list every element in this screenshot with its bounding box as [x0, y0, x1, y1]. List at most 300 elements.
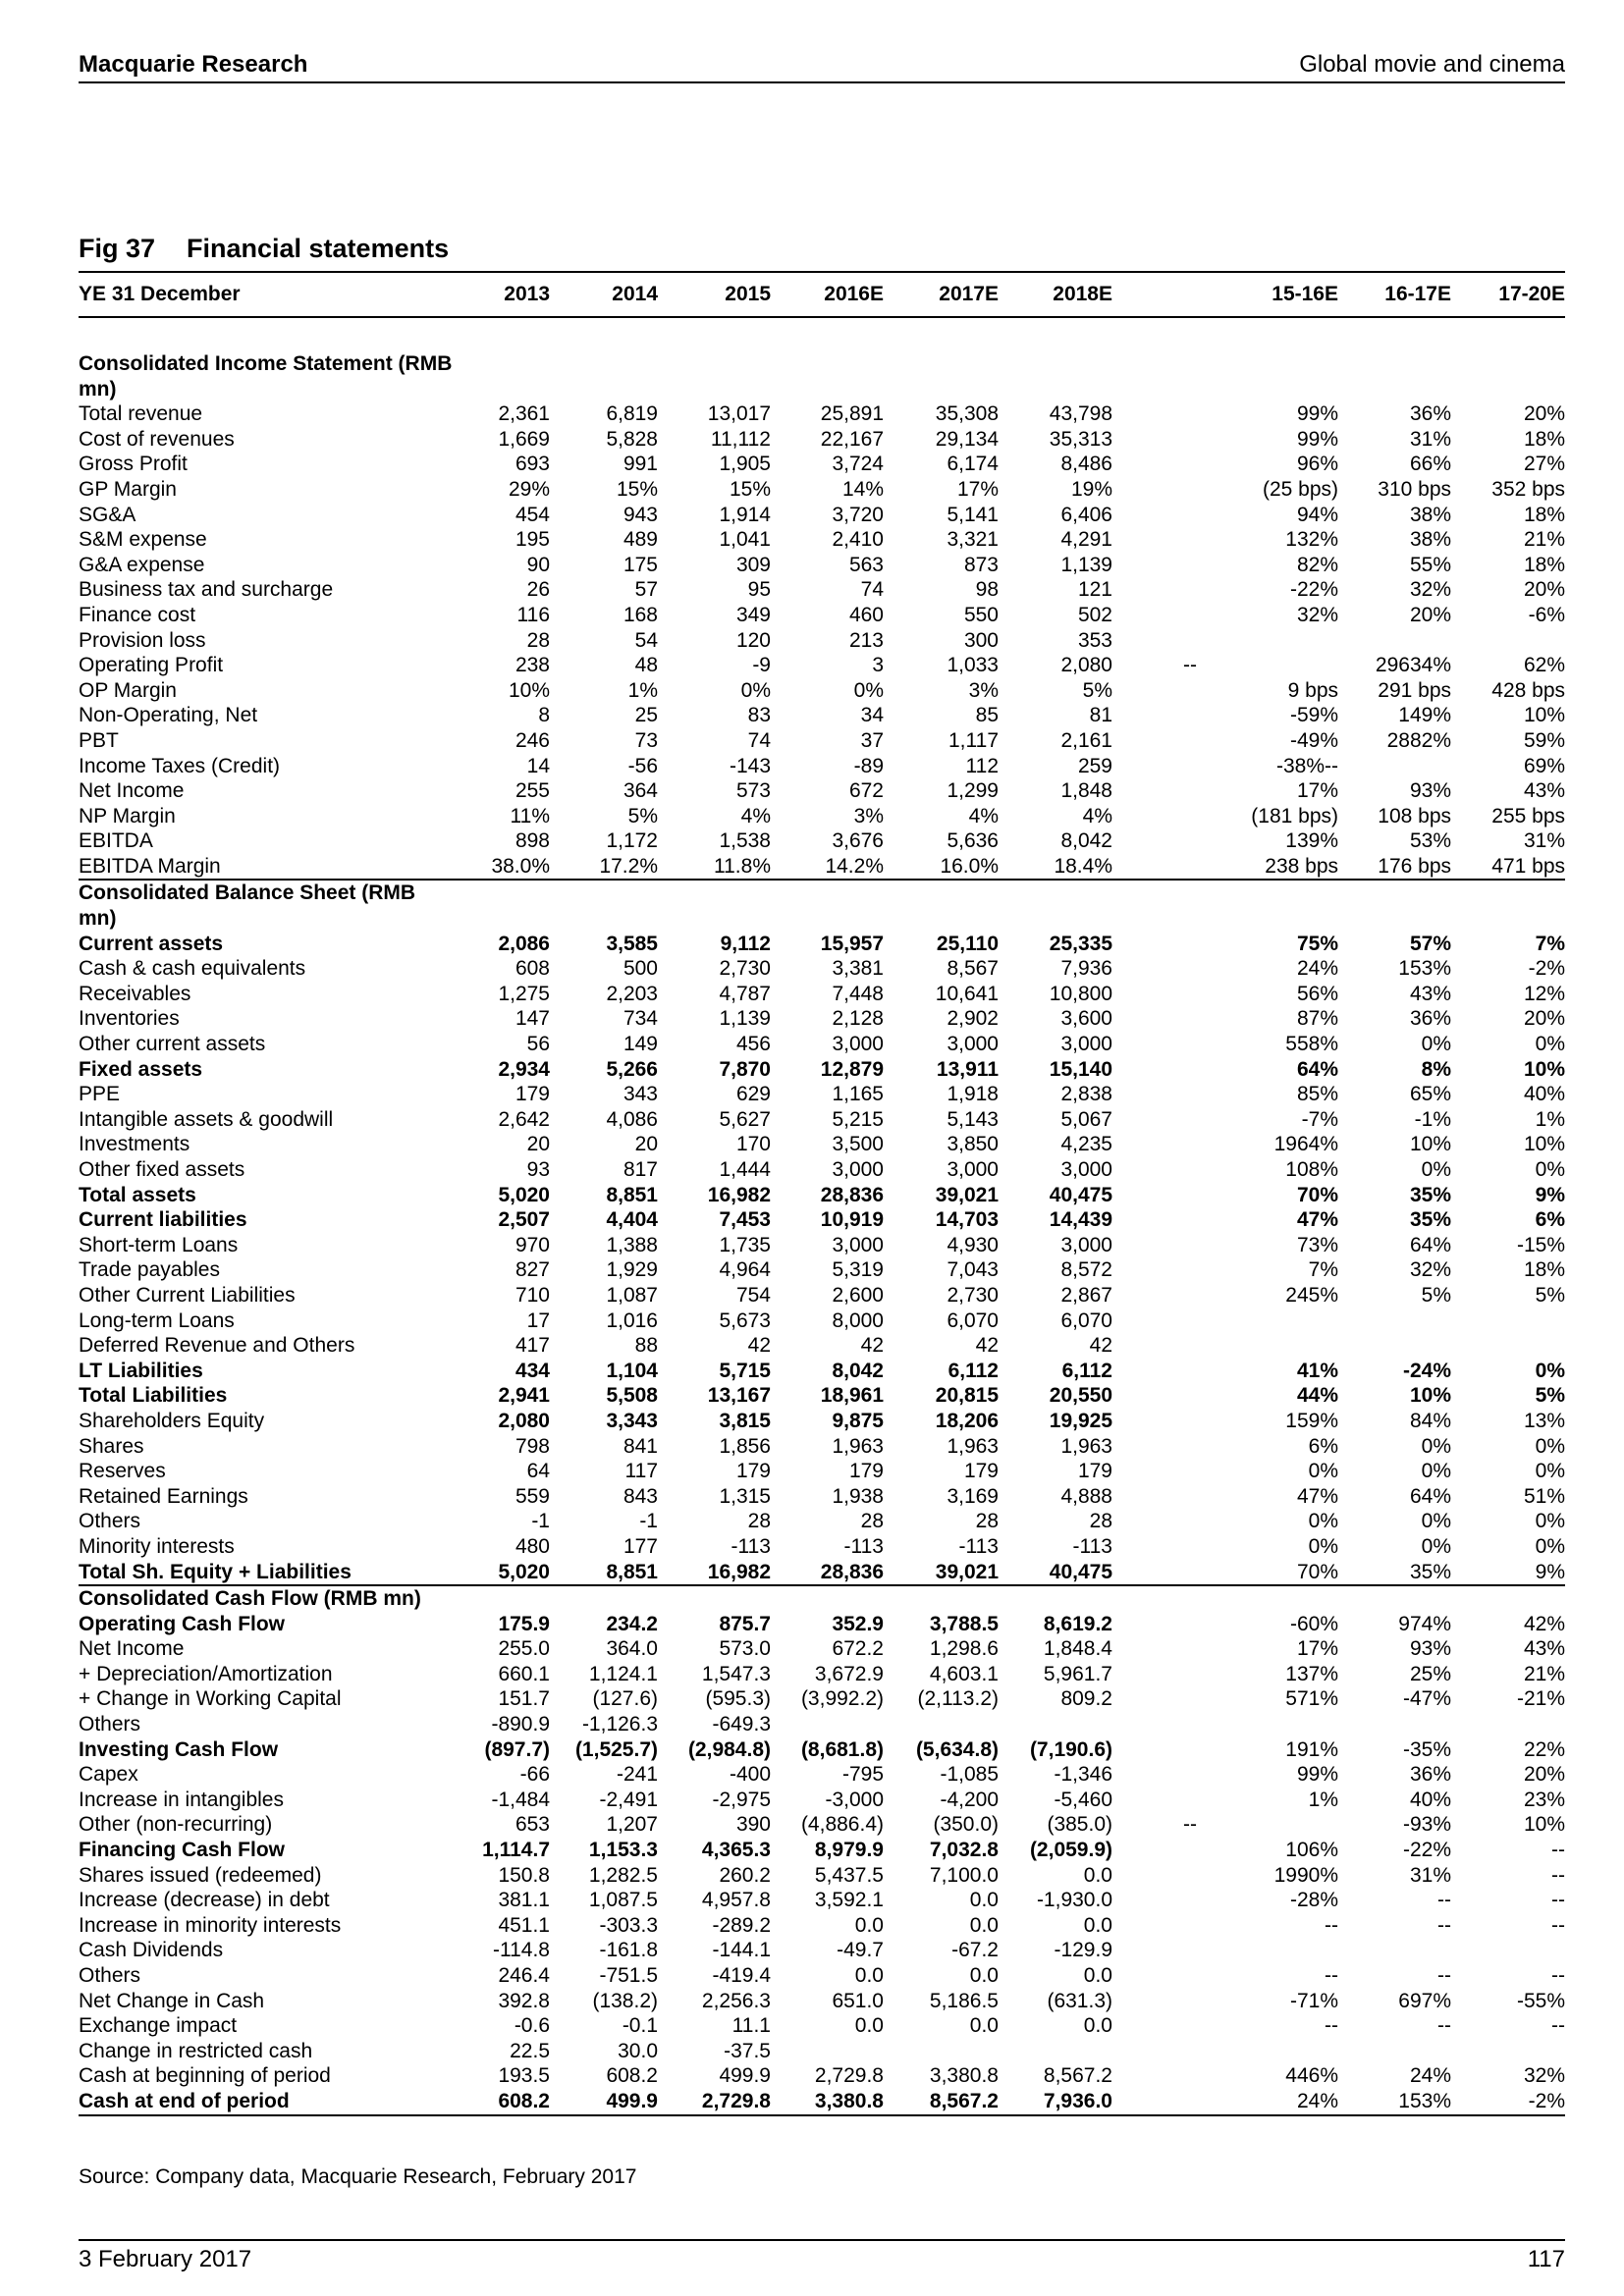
table-row — [79, 828, 1565, 854]
growth-cell: -60% — [1289, 1612, 1338, 1635]
value-cell — [999, 2039, 1112, 2064]
table-row — [79, 1812, 1565, 1838]
row-label: Income Taxes (Credit) — [79, 754, 281, 777]
table-row — [79, 1863, 1565, 1889]
growth-cell: -- — [1551, 1863, 1565, 1887]
value-cell: 499.9 — [719, 2064, 771, 2088]
row-label: Total assets — [79, 1183, 196, 1206]
figure-caption: Financial statements — [187, 234, 450, 263]
value-cell: 1,153.3 — [588, 1839, 658, 1862]
table-row — [79, 1032, 1565, 1057]
growth-cell: 64% — [1409, 1484, 1451, 1508]
value-cell: 42 — [975, 1334, 999, 1358]
value-cell — [884, 1712, 999, 1737]
value-cell: 5,828 — [606, 427, 658, 451]
value-cell: 1,963 — [1060, 1434, 1112, 1458]
value-cell: 8,572 — [1060, 1258, 1112, 1282]
value-cell: 1,848.4 — [1043, 1637, 1112, 1661]
growth-cell: 29634% — [1375, 654, 1451, 677]
growth-cell: -- — [1437, 1889, 1451, 1912]
row-label: Capex — [79, 1763, 138, 1787]
value-cell: 1,041 — [719, 528, 771, 552]
growth-cell: 0% — [1535, 1434, 1565, 1458]
growth-cell: 93% — [1409, 779, 1451, 803]
value-cell: 15,140 — [1049, 1057, 1112, 1081]
value-cell: 8,851 — [550, 1560, 658, 1586]
growth-cell: -- — [1551, 2014, 1565, 2038]
growth-cell: 32% — [1409, 1258, 1451, 1282]
value-cell: 11% — [510, 804, 550, 828]
value-cell: 4% — [1082, 804, 1112, 828]
table-row — [79, 1712, 1565, 1737]
value-cell: 1,275 — [498, 982, 550, 1005]
growth-cell: -- — [1551, 1913, 1565, 1937]
value-cell: 28 — [526, 628, 550, 652]
growth-cell: 10% — [1523, 1133, 1565, 1156]
value-cell: 9,875 — [832, 1409, 884, 1432]
value-cell: 5,186.5 — [929, 1989, 999, 2012]
value-cell: 25,110 — [936, 932, 999, 955]
row-label: NP Margin — [79, 804, 176, 828]
row-label: Increase in intangibles — [79, 1788, 284, 1811]
value-cell: 4,964 — [719, 1258, 771, 1282]
growth-cell: 43% — [1523, 1637, 1565, 1661]
value-cell: 500 — [623, 957, 658, 981]
row-label: Others — [79, 1713, 141, 1736]
value-cell: 4,365.3 — [701, 1839, 771, 1862]
growth-cell — [1451, 1308, 1565, 1334]
value-cell: 2,902 — [947, 1007, 999, 1031]
column-header: 16-17E — [1338, 272, 1451, 317]
value-cell: 11.1 — [731, 2014, 771, 2038]
value-cell: 6,112 — [947, 1359, 999, 1382]
row-label: Long-term Loans — [79, 1308, 235, 1332]
growth-cell: 21% — [1523, 528, 1565, 552]
table-row — [79, 1888, 1565, 1913]
value-cell: -67.2 — [951, 1939, 999, 1962]
value-cell: 2,203 — [606, 982, 658, 1005]
row-label: EBITDA — [79, 829, 153, 853]
growth-cell: 41% — [1296, 1359, 1338, 1382]
table-row — [79, 1913, 1565, 1939]
value-cell: 1,299 — [947, 779, 999, 803]
value-cell: 8,567.2 — [1043, 2064, 1112, 2088]
value-cell: 2,361 — [498, 402, 550, 426]
row-label: Total revenue — [79, 402, 203, 426]
value-cell: 40,475 — [999, 1560, 1112, 1586]
value-cell: 5,020 — [498, 1183, 550, 1206]
growth-cell: 64% — [1296, 1057, 1338, 1081]
growth-cell: 99% — [1296, 402, 1338, 426]
value-cell: 4,603.1 — [929, 1662, 999, 1685]
value-cell: 8,042 — [1060, 829, 1112, 853]
value-cell: 17 — [526, 1308, 550, 1332]
growth-cell: 17% — [1296, 779, 1338, 803]
value-cell: 9,112 — [720, 932, 771, 955]
growth-cell: -49% — [1289, 728, 1338, 752]
growth-cell: 571% — [1285, 1687, 1338, 1711]
table-row — [79, 2089, 1565, 2115]
growth-cell: 0% — [1421, 1460, 1451, 1483]
value-cell: 179 — [514, 1083, 550, 1106]
growth-cell — [1451, 2039, 1565, 2064]
row-label: Financing Cash Flow — [79, 1839, 286, 1862]
value-cell: 4,404 — [606, 1208, 658, 1232]
row-label: Current assets — [79, 932, 224, 955]
value-cell: 2,838 — [1060, 1083, 1112, 1106]
value-cell: 672 — [848, 779, 884, 803]
value-cell: 93 — [526, 1158, 550, 1181]
row-label: Other (non-recurring) — [79, 1813, 273, 1837]
value-cell: 2,086 — [498, 932, 550, 955]
growth-cell — [1338, 1308, 1451, 1334]
value-cell: -114.8 — [493, 1939, 550, 1962]
growth-cell: 32% — [1296, 603, 1338, 626]
row-label: OP Margin — [79, 678, 177, 702]
value-cell: 74 — [860, 578, 884, 602]
table-row — [79, 932, 1565, 957]
column-header: 2013 — [457, 272, 550, 317]
value-cell: 29,134 — [935, 427, 999, 451]
value-cell: 5,143 — [947, 1107, 999, 1131]
table-row — [79, 2039, 1565, 2064]
growth-cell: 108% — [1285, 1158, 1338, 1181]
growth-cell: 20% — [1523, 1007, 1565, 1031]
value-cell: 16,982 — [658, 1560, 771, 1586]
growth-cell: 38% — [1409, 528, 1451, 552]
growth-cell: 149% — [1398, 704, 1451, 727]
value-cell: -649.3 — [712, 1713, 771, 1736]
value-cell: 943 — [623, 503, 658, 526]
figure-title — [79, 234, 449, 264]
value-cell: 390 — [735, 1813, 771, 1837]
value-cell: 754 — [735, 1283, 771, 1307]
value-cell: 550 — [963, 603, 999, 626]
value-cell: 0.0 — [854, 1913, 884, 1937]
value-cell: -303.3 — [599, 1913, 658, 1937]
row-label: PBT — [79, 728, 119, 752]
row-label: Provision loss — [79, 628, 206, 652]
value-cell: 480 — [514, 1534, 550, 1558]
column-header: YE 31 December — [79, 272, 457, 317]
growth-cell: 27% — [1523, 453, 1565, 476]
row-label: Operating Profit — [79, 654, 224, 677]
growth-cell: 99% — [1296, 427, 1338, 451]
value-cell: 179 — [735, 1460, 771, 1483]
row-label: GP Margin — [79, 477, 177, 501]
value-cell: 3,850 — [947, 1133, 999, 1156]
growth-cell: -55% — [1516, 1989, 1565, 2012]
value-cell: 5,319 — [832, 1258, 884, 1282]
growth-cell: 0% — [1308, 1460, 1338, 1483]
row-label: Business tax and surcharge — [79, 578, 334, 602]
value-cell: 39,021 — [935, 1183, 999, 1206]
financial-statements-table — [79, 271, 1565, 2116]
value-cell: 5,673 — [719, 1308, 771, 1332]
growth-cell: 9% — [1535, 1183, 1565, 1206]
growth-cell: 153% — [1398, 957, 1451, 981]
row-label: Change in restricted cash — [79, 2039, 313, 2062]
growth-cell: 10% — [1523, 704, 1565, 727]
value-cell: 3,724 — [832, 453, 884, 476]
value-cell: 2,730 — [719, 957, 771, 981]
table-row — [79, 1006, 1565, 1032]
growth-cell: 75% — [1296, 932, 1338, 955]
value-cell: 559 — [514, 1484, 550, 1508]
growth-cell: -15% — [1516, 1233, 1565, 1256]
value-cell: -289.2 — [712, 1913, 771, 1937]
row-label: Cash at end of period — [79, 2089, 457, 2115]
value-cell: 7,870 — [719, 1057, 771, 1081]
growth-cell: 9 bps — [1287, 678, 1338, 702]
value-cell: 1,124.1 — [588, 1662, 658, 1685]
table-row — [79, 1308, 1565, 1334]
value-cell: -113 — [958, 1534, 999, 1558]
value-cell: 117 — [624, 1460, 658, 1483]
table-row — [79, 1636, 1565, 1662]
value-cell: -56 — [627, 754, 658, 777]
value-cell: (2,113.2) — [917, 1687, 999, 1711]
value-cell: 42 — [860, 1334, 884, 1358]
value-cell: 2,730 — [947, 1283, 999, 1307]
section-filler — [457, 880, 1565, 931]
table-row — [79, 427, 1565, 453]
value-cell: 193.5 — [498, 2064, 550, 2088]
value-cell: 7,453 — [719, 1208, 771, 1232]
value-cell: 88 — [634, 1334, 658, 1358]
row-label: Cash at beginning of period — [79, 2064, 331, 2088]
value-cell: 8,851 — [606, 1183, 658, 1206]
value-cell: 843 — [623, 1484, 658, 1508]
growth-cell: 7% — [1535, 932, 1565, 955]
growth-cell: 2882% — [1386, 728, 1451, 752]
row-label: Retained Earnings — [79, 1484, 248, 1508]
growth-cell: 36% — [1409, 402, 1451, 426]
growth-cell: 428 bps — [1491, 678, 1565, 702]
growth-cell: 93% — [1409, 1637, 1451, 1661]
value-cell: 4,930 — [947, 1233, 999, 1256]
value-cell: 0.0 — [1083, 2014, 1112, 2038]
value-cell: -113 — [843, 1534, 884, 1558]
value-cell: 0.0 — [969, 1913, 999, 1937]
growth-cell: 238 bps — [1112, 854, 1338, 881]
growth-cell: 35% — [1338, 1560, 1451, 1586]
growth-cell: -- — [1325, 1913, 1338, 1937]
section-heading: Consolidated Cash Flow (RMB mn) — [79, 1587, 421, 1611]
value-cell: 349 — [735, 603, 771, 626]
value-cell: 57 — [634, 578, 658, 602]
value-cell: 1,848 — [1060, 779, 1112, 803]
value-cell: 20 — [634, 1133, 658, 1156]
section-heading: Consolidated Balance Sheet (RMB mn) — [79, 881, 416, 931]
row-label: Cost of revenues — [79, 427, 235, 451]
growth-cell: 0% — [1421, 1434, 1451, 1458]
value-cell: 8 — [538, 704, 550, 727]
value-cell: 608.2 — [606, 2064, 658, 2088]
table-row — [79, 1409, 1565, 1434]
growth-cell: 139% — [1285, 829, 1338, 853]
value-cell: 74 — [747, 728, 771, 752]
growth-cell: 64% — [1409, 1233, 1451, 1256]
value-cell: -161.8 — [599, 1939, 658, 1962]
growth-cell: 0% — [1535, 1534, 1565, 1558]
table-row — [79, 452, 1565, 477]
value-cell: 1,905 — [719, 453, 771, 476]
row-label: Cash Dividends — [79, 1939, 224, 1962]
value-cell: -5,460 — [1054, 1788, 1112, 1811]
growth-cell: (181 bps) — [1251, 804, 1338, 828]
value-cell: -3,000 — [825, 1788, 884, 1811]
value-cell: 5% — [627, 804, 658, 828]
value-cell: 238 — [514, 654, 550, 677]
value-cell: 5,437.5 — [814, 1863, 884, 1887]
value-cell: 6,070 — [1060, 1308, 1112, 1332]
value-cell: 28 — [1089, 1510, 1112, 1533]
table-row — [79, 1157, 1565, 1183]
value-cell: 17% — [956, 477, 999, 501]
value-cell: 7,032.8 — [929, 1839, 999, 1862]
growth-cell: -2% — [1451, 2089, 1565, 2115]
value-cell: 809.2 — [1060, 1687, 1112, 1711]
row-label: Net Income — [79, 779, 185, 803]
value-cell: 2,161 — [1060, 728, 1112, 752]
value-cell — [884, 2039, 999, 2064]
growth-cell: 18% — [1523, 553, 1565, 576]
value-cell: 25,891 — [820, 402, 884, 426]
value-cell: 5,020 — [457, 1560, 550, 1586]
growth-cell: 176 bps — [1338, 854, 1451, 881]
growth-cell — [1112, 628, 1338, 654]
value-cell: -66 — [519, 1763, 550, 1787]
value-cell: 1,315 — [719, 1484, 771, 1508]
value-cell: 434 — [514, 1359, 550, 1382]
value-cell: (385.0) — [1047, 1813, 1112, 1837]
value-cell: 0.0 — [969, 2014, 999, 2038]
growth-cell: -22% — [1289, 578, 1338, 602]
value-cell: 381.1 — [498, 1889, 550, 1912]
row-label: Inventories — [79, 1007, 180, 1031]
value-cell: 37 — [860, 728, 884, 752]
value-cell: -89 — [853, 754, 884, 777]
growth-cell: 32% — [1409, 578, 1451, 602]
table-row — [79, 2063, 1565, 2089]
value-cell: 1,087.5 — [588, 1889, 658, 1912]
value-cell: 1,669 — [498, 427, 550, 451]
row-label: Minority interests — [79, 1534, 235, 1558]
row-label: Current liabilities — [79, 1208, 247, 1232]
section-filler — [457, 1585, 1565, 1612]
value-cell: 15% — [616, 477, 658, 501]
value-cell: 20,550 — [1049, 1384, 1112, 1408]
value-cell: 817 — [623, 1158, 658, 1181]
value-cell: (138.2) — [592, 1989, 658, 2012]
value-cell: 364.0 — [606, 1637, 658, 1661]
value-cell: 2,080 — [1060, 654, 1112, 677]
growth-cell: 47% — [1296, 1208, 1338, 1232]
growth-cell: 65% — [1409, 1083, 1451, 1106]
column-header: 17-20E — [1451, 272, 1565, 317]
value-cell: (2,059.9) — [1029, 1839, 1112, 1862]
table-header-row — [79, 272, 1565, 317]
value-cell: 608 — [514, 957, 550, 981]
table-row — [79, 401, 1565, 427]
growth-cell: -7% — [1301, 1107, 1338, 1131]
table-row — [79, 778, 1565, 804]
table-row — [79, 527, 1565, 553]
value-cell: 10,919 — [820, 1208, 884, 1232]
value-cell: 4,086 — [606, 1107, 658, 1131]
value-cell: 56 — [526, 1033, 550, 1056]
value-cell: 4,291 — [1060, 528, 1112, 552]
value-cell: -143 — [729, 754, 771, 777]
value-cell: 14% — [841, 477, 884, 501]
value-cell: 1,929 — [606, 1258, 658, 1282]
value-cell: 10,641 — [935, 982, 999, 1005]
growth-cell: 87% — [1296, 1007, 1338, 1031]
header-publisher: Macquarie Research — [79, 51, 308, 78]
value-cell: 18.4% — [999, 854, 1112, 881]
value-cell: 3% — [968, 678, 999, 702]
value-cell: 17.2% — [550, 854, 658, 881]
value-cell: 798 — [514, 1434, 550, 1458]
value-cell: 563 — [848, 553, 884, 576]
value-cell: 3% — [853, 804, 884, 828]
value-cell: 0% — [740, 678, 771, 702]
value-cell: 98 — [975, 578, 999, 602]
value-cell: 246 — [514, 728, 550, 752]
value-cell: 8,567 — [947, 957, 999, 981]
value-cell: 28,836 — [820, 1183, 884, 1206]
growth-cell: 10% — [1409, 1384, 1451, 1408]
row-label: Shareholders Equity — [79, 1409, 265, 1432]
value-cell: 7,936.0 — [999, 2089, 1112, 2115]
value-cell: 1,298.6 — [929, 1637, 999, 1661]
value-cell: 18,961 — [820, 1384, 884, 1408]
row-label: Net Income — [79, 1637, 185, 1661]
row-label: Other current assets — [79, 1033, 266, 1056]
value-cell: -37.5 — [724, 2039, 771, 2062]
growth-cell: -47% — [1402, 1687, 1451, 1711]
value-cell: 1,963 — [947, 1434, 999, 1458]
value-cell: 651.0 — [832, 1989, 884, 2012]
value-cell: 343 — [623, 1083, 658, 1106]
growth-cell: 0% — [1308, 1534, 1338, 1558]
column-header: 2014 — [550, 272, 658, 317]
table-row — [79, 553, 1565, 578]
growth-cell: 22% — [1523, 1737, 1565, 1761]
spacer-row — [79, 317, 1565, 351]
value-cell: 179 — [1077, 1460, 1112, 1483]
value-cell: 195 — [514, 528, 550, 552]
spacer-cell — [79, 317, 1565, 351]
value-cell: -4,200 — [940, 1788, 999, 1811]
value-cell: 7,448 — [832, 982, 884, 1005]
table-row — [79, 1183, 1565, 1208]
growth-cell: 1% — [1308, 1788, 1338, 1811]
growth-cell: 36% — [1409, 1007, 1451, 1031]
value-cell: -890.9 — [491, 1713, 550, 1736]
value-cell: 0% — [853, 678, 884, 702]
value-cell: (2,984.8) — [687, 1737, 771, 1761]
value-cell: -1,126.3 — [581, 1713, 658, 1736]
value-cell: 7,043 — [947, 1258, 999, 1282]
row-label: + Depreciation/Amortization — [79, 1662, 333, 1685]
growth-cell: 0% — [1535, 1510, 1565, 1533]
growth-cell — [1451, 1938, 1565, 1963]
growth-cell — [1451, 1333, 1565, 1359]
value-cell: 4,235 — [1060, 1133, 1112, 1156]
value-cell: 5,141 — [947, 503, 999, 526]
